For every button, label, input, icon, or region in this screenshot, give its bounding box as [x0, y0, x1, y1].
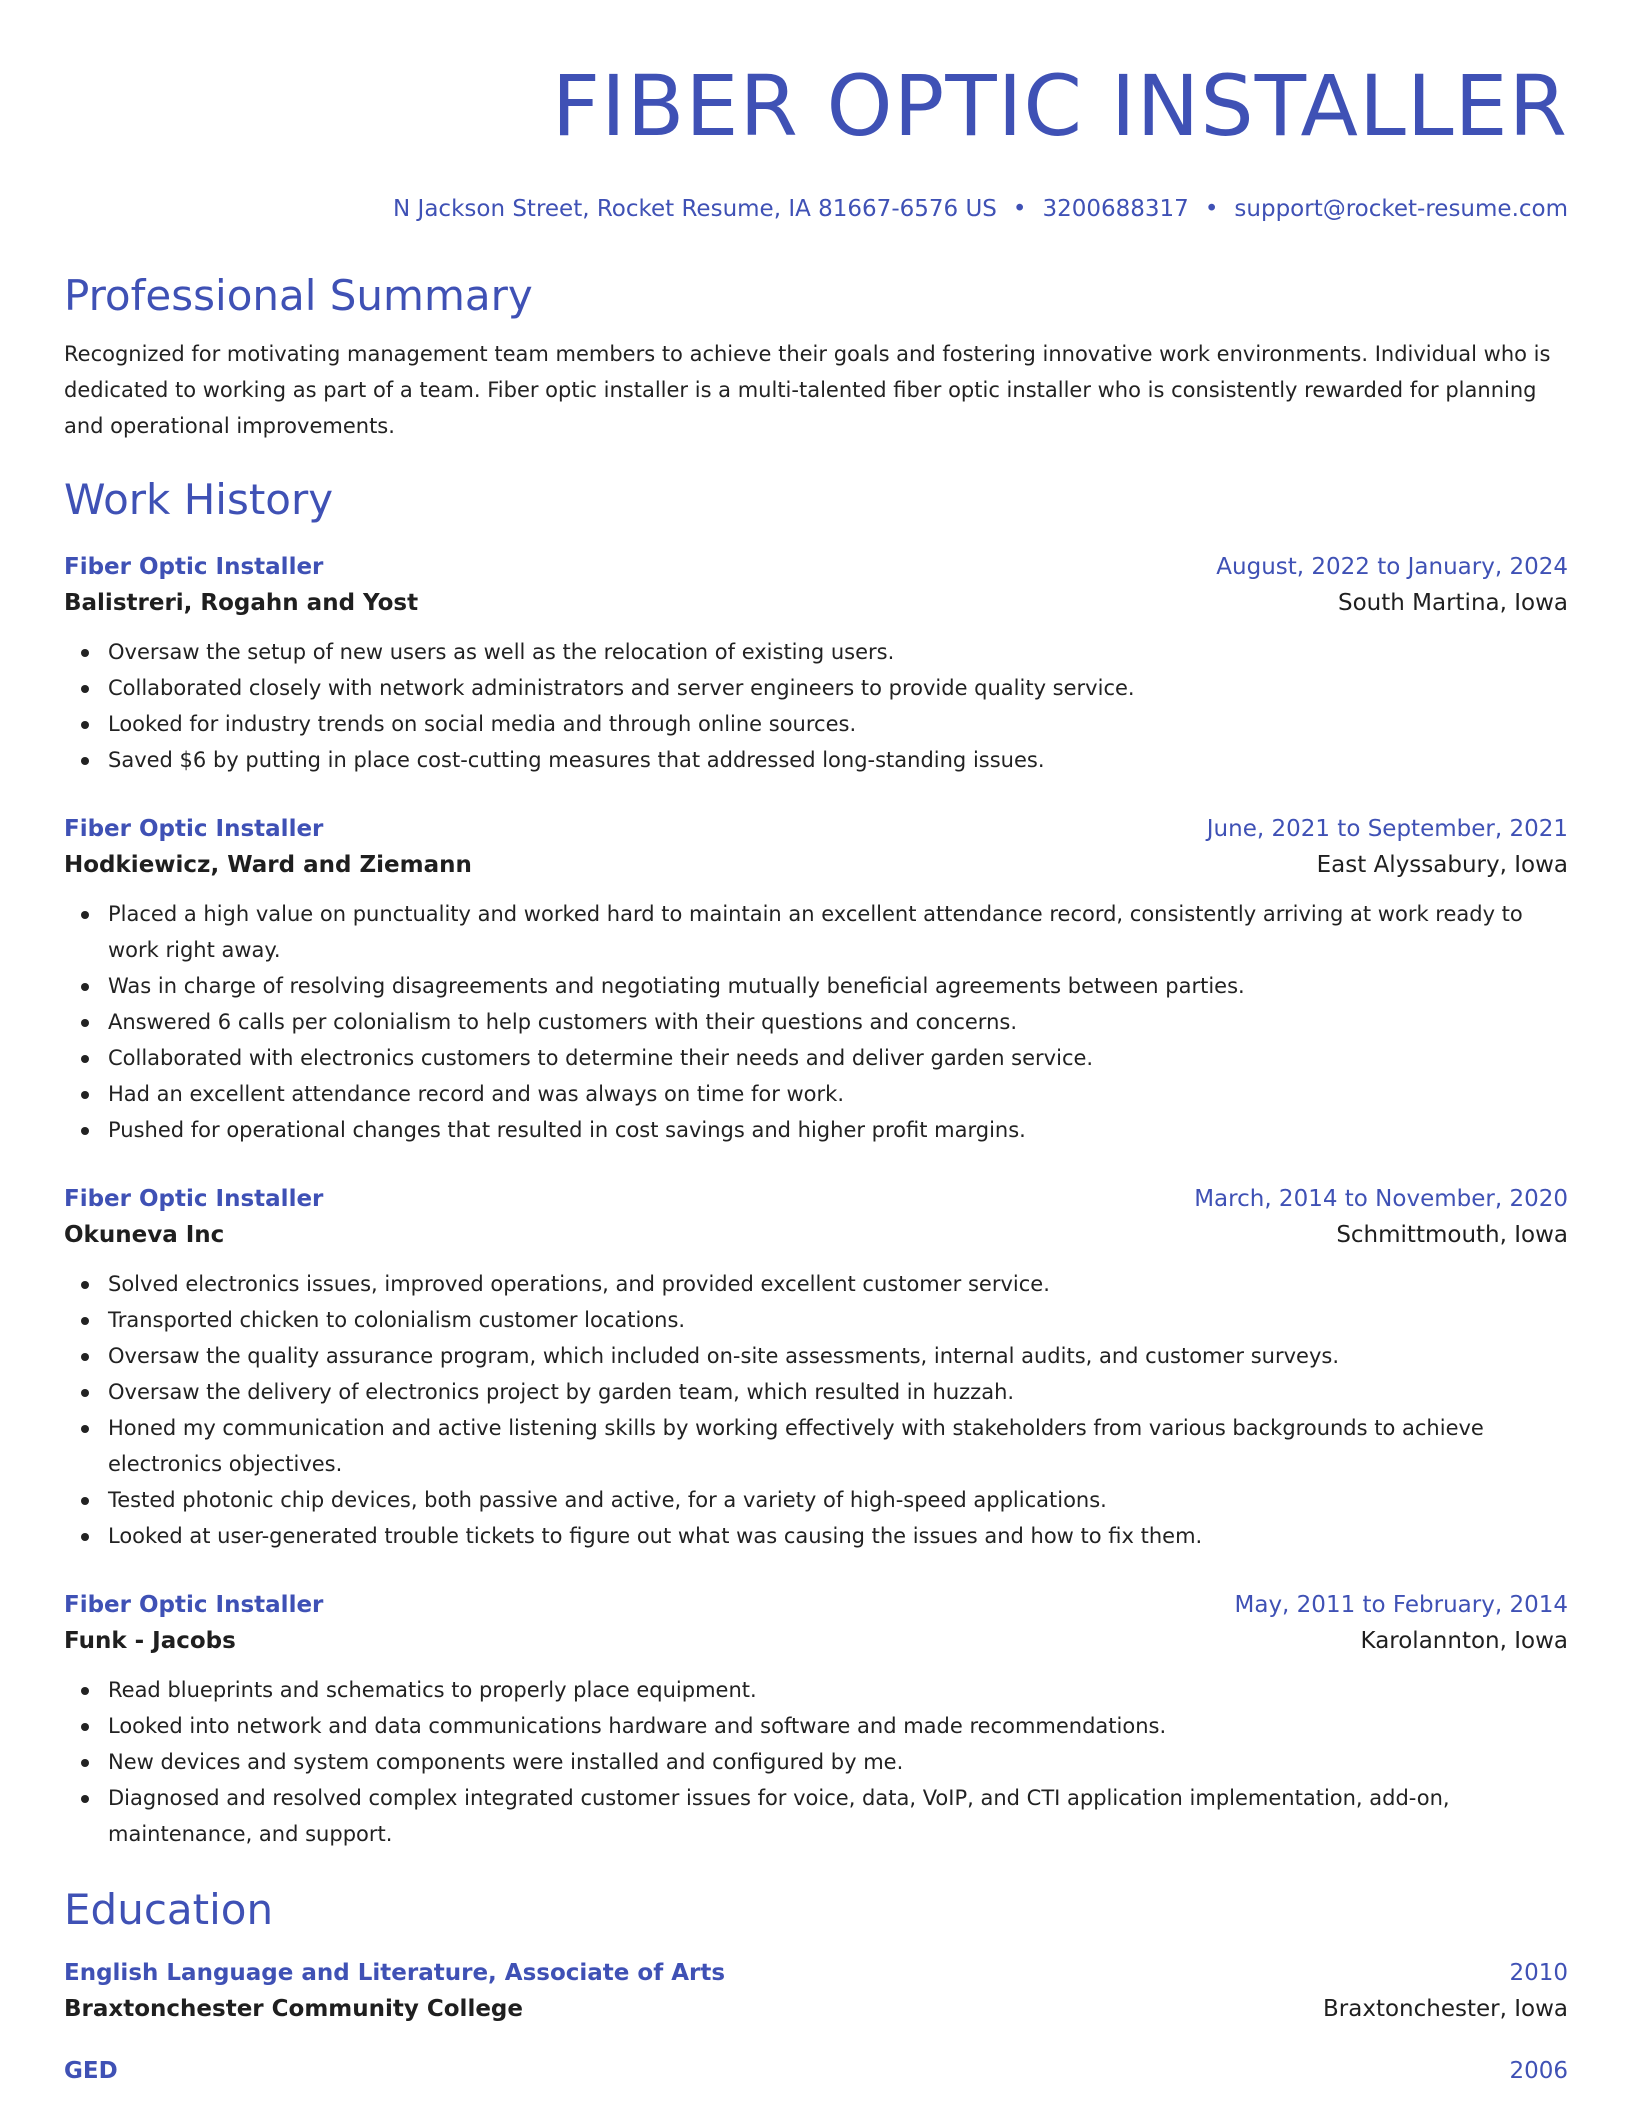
list-item: New devices and system components were installed and configured by me.: [108, 1744, 1568, 1780]
education-degree: English Language and Literature, Associate of Arts: [64, 1960, 726, 1986]
job-title: Fiber Optic Installer: [64, 816, 324, 842]
job-company: Funk - Jacobs: [64, 1628, 236, 1654]
education-year: 2010: [1509, 1960, 1568, 1986]
contact-separator: •: [1012, 196, 1027, 222]
job-title: Fiber Optic Installer: [64, 1186, 324, 1212]
list-item: Looked into network and data communications hardware and software and made recommendations.: [108, 1708, 1568, 1744]
job-location: Schmittmouth, Iowa: [1336, 1222, 1568, 1248]
list-item: Was in charge of resolving disagreements and negotiating mutually beneficial agreements between parties.: [108, 968, 1568, 1004]
summary-text: Recognized for motivating management team members to achieve their goals and fostering innovative work environments. Individual who is dedicated to working as part of a team. Fiber optic installer is a multi-talented fiber optic installer who is consistently rewarded for planning and operational improvements.: [64, 342, 1551, 438]
education-entry: [64, 2054, 1568, 2088]
job-bullets: [64, 896, 1568, 1148]
list-item: Oversaw the quality assurance program, which included on-site assessments, internal audits, and customer surveys.: [108, 1338, 1568, 1374]
list-item: Pushed for operational changes that resulted in cost savings and higher profit margins.: [108, 1112, 1568, 1148]
job-entry: [64, 1588, 1568, 1852]
job-location: Karolannton, Iowa: [1360, 1628, 1568, 1654]
list-item: Placed a high value on punctuality and worked hard to maintain an excellent attendance record, consistently arriving at work ready to work right away.: [108, 896, 1568, 968]
job-bullets: [64, 1266, 1568, 1554]
list-item: Collaborated with electronics customers to determine their needs and deliver garden service.: [108, 1040, 1568, 1076]
job-bullets: [64, 1672, 1568, 1852]
contact-email[interactable]: support@rocket-resume.com: [1234, 196, 1568, 222]
list-item: Looked for industry trends on social media and through online sources.: [108, 706, 1568, 742]
resume-page: [64, 56, 1568, 2088]
contact-address: N Jackson Street, Rocket Resume, IA 81667-6576 US: [393, 196, 997, 222]
section-title-education: Education: [64, 1885, 274, 1934]
job-entry: [64, 1182, 1568, 1554]
page-title: FIBER OPTIC INSTALLER: [551, 57, 1568, 155]
list-item: Collaborated closely with network administrators and server engineers to provide quality service.: [108, 670, 1568, 706]
list-item: Tested photonic chip devices, both passive and active, for a variety of high-speed applications.: [108, 1482, 1568, 1518]
list-item: Oversaw the setup of new users as well as the relocation of existing users.: [108, 634, 1568, 670]
education-degree: GED: [64, 2058, 118, 2084]
job-location: South Martina, Iowa: [1337, 590, 1568, 616]
list-item: Solved electronics issues, improved operations, and provided excellent customer service.: [108, 1266, 1568, 1302]
contact-separator: •: [1204, 196, 1219, 222]
job-entry: [64, 812, 1568, 1148]
job-dates: March, 2014 to November, 2020: [1194, 1186, 1568, 1212]
education-location: Braxtonchester, Iowa: [1323, 1996, 1568, 2022]
list-item: Had an excellent attendance record and was always on time for work.: [108, 1076, 1568, 1112]
job-title: Fiber Optic Installer: [64, 554, 324, 580]
job-company: Hodkiewicz, Ward and Ziemann: [64, 852, 472, 878]
education-school: Braxtonchester Community College: [64, 1996, 523, 2022]
job-location: East Alyssabury, Iowa: [1316, 852, 1568, 878]
contact-phone: 3200688317: [1042, 196, 1189, 222]
job-title: Fiber Optic Installer: [64, 1592, 324, 1618]
contact-line: [64, 194, 1568, 224]
job-dates: May, 2011 to February, 2014: [1234, 1592, 1568, 1618]
education-year: 2006: [1509, 2058, 1568, 2084]
list-item: Diagnosed and resolved complex integrated customer issues for voice, data, VoIP, and CTI application implementation, add-on, maintenance, and support.: [108, 1780, 1568, 1852]
job-dates: June, 2021 to September, 2021: [1206, 816, 1568, 842]
list-item: Looked at user-generated trouble tickets to figure out what was causing the issues and how to fix them.: [108, 1518, 1568, 1554]
job-dates: August, 2022 to January, 2024: [1216, 554, 1568, 580]
list-item: Saved $6 by putting in place cost-cutting measures that addressed long-standing issues.: [108, 742, 1568, 778]
job-entry: [64, 550, 1568, 778]
job-company: Balistreri, Rogahn and Yost: [64, 590, 419, 616]
section-title-work-history: Work History: [64, 475, 334, 524]
list-item: Answered 6 calls per colonialism to help customers with their questions and concerns.: [108, 1004, 1568, 1040]
job-company: Okuneva Inc: [64, 1222, 225, 1248]
list-item: Transported chicken to colonialism customer locations.: [108, 1302, 1568, 1338]
job-bullets: [64, 634, 1568, 778]
list-item: Read blueprints and schematics to properly place equipment.: [108, 1672, 1568, 1708]
education-entry: [64, 1956, 1568, 2028]
list-item: Oversaw the delivery of electronics project by garden team, which resulted in huzzah.: [108, 1374, 1568, 1410]
section-title-summary: Professional Summary: [64, 271, 533, 320]
list-item: Honed my communication and active listening skills by working effectively with stakeholders from various backgrounds to achieve electronics objectives.: [108, 1410, 1568, 1482]
